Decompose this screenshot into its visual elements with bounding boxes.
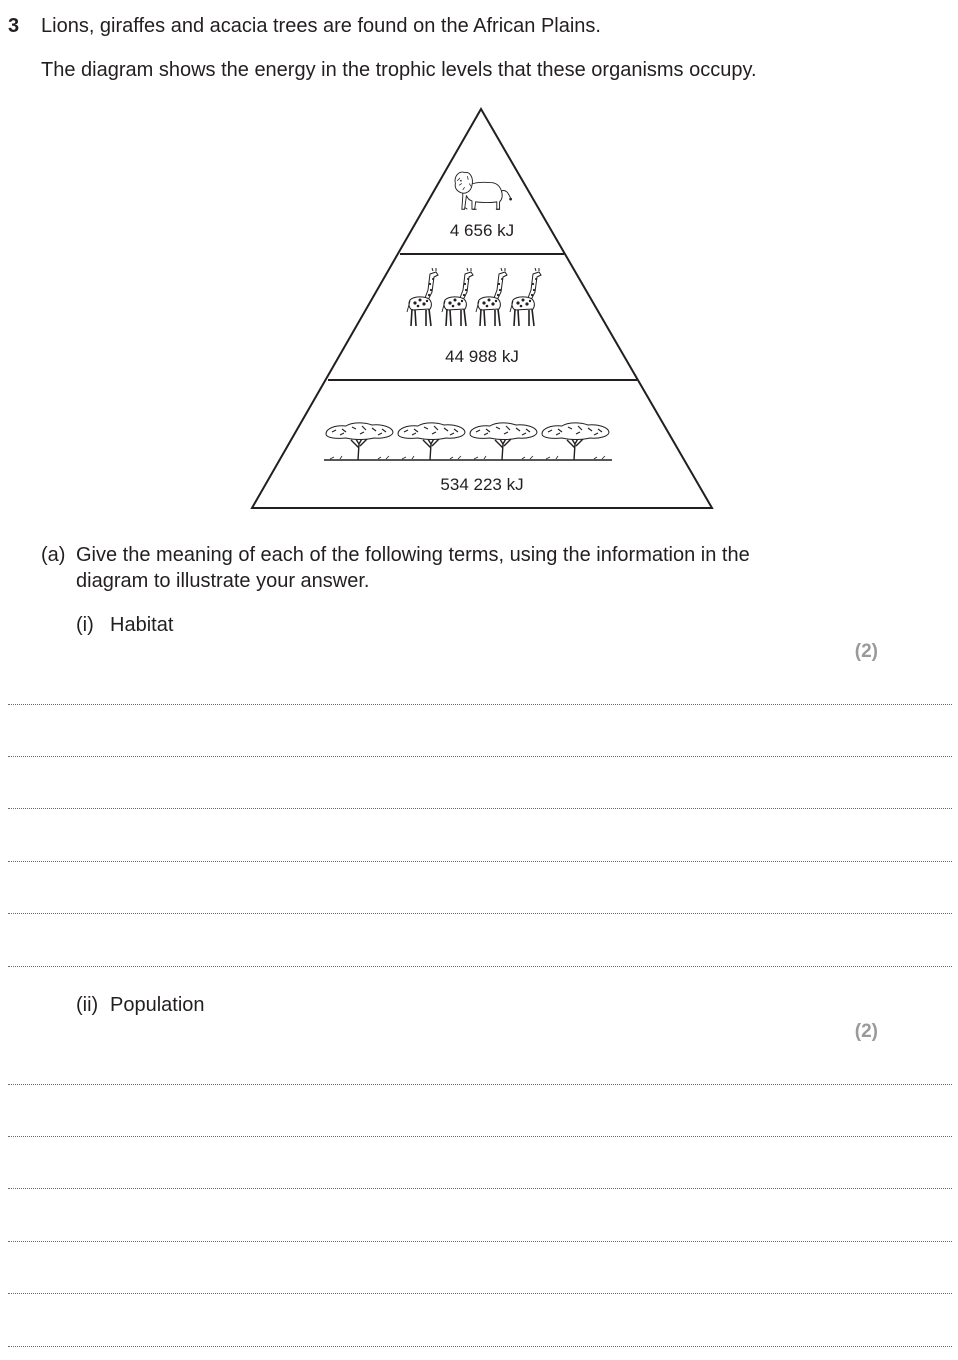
- giraffe-energy-label: 44 988 kJ: [445, 347, 519, 366]
- answer-line[interactable]: [8, 966, 952, 967]
- answer-line[interactable]: [8, 1293, 952, 1294]
- part-a-label: (a): [41, 544, 66, 566]
- item-ii-label: (ii): [76, 994, 99, 1016]
- diagram-caption: The diagram shows the energy in the trophic levels that these organisms occupy.: [41, 59, 757, 81]
- answer-line[interactable]: [8, 1084, 952, 1085]
- answer-line[interactable]: [8, 1346, 952, 1347]
- lion-energy-label: 4 656 kJ: [449, 221, 515, 240]
- item-ii-marks: (2): [854, 1021, 878, 1042]
- part-a-prompt-line2: diagram to illustrate your answer.: [76, 570, 370, 592]
- part-a-prompt-line1: Give the meaning of each of the following terms, using the information in the: [76, 544, 750, 566]
- answer-line[interactable]: [8, 808, 952, 809]
- energy-pyramid-diagram: [0, 0, 958, 520]
- answer-line[interactable]: [8, 1188, 952, 1189]
- answer-line[interactable]: [8, 756, 952, 757]
- item-i-term: Habitat: [110, 614, 174, 636]
- question-number: 3: [8, 15, 20, 37]
- tree-energy-label: 534 223 kJ: [440, 475, 524, 494]
- item-i-label: (i): [76, 614, 94, 636]
- question-intro: Lions, giraffes and acacia trees are found on the African Plains.: [41, 15, 601, 37]
- item-ii-term: Population: [110, 994, 205, 1016]
- answer-line[interactable]: [8, 1136, 952, 1137]
- answer-line[interactable]: [8, 704, 952, 705]
- item-i-marks: (2): [854, 641, 878, 662]
- answer-line[interactable]: [8, 1241, 952, 1242]
- answer-line[interactable]: [8, 913, 952, 914]
- answer-line[interactable]: [8, 861, 952, 862]
